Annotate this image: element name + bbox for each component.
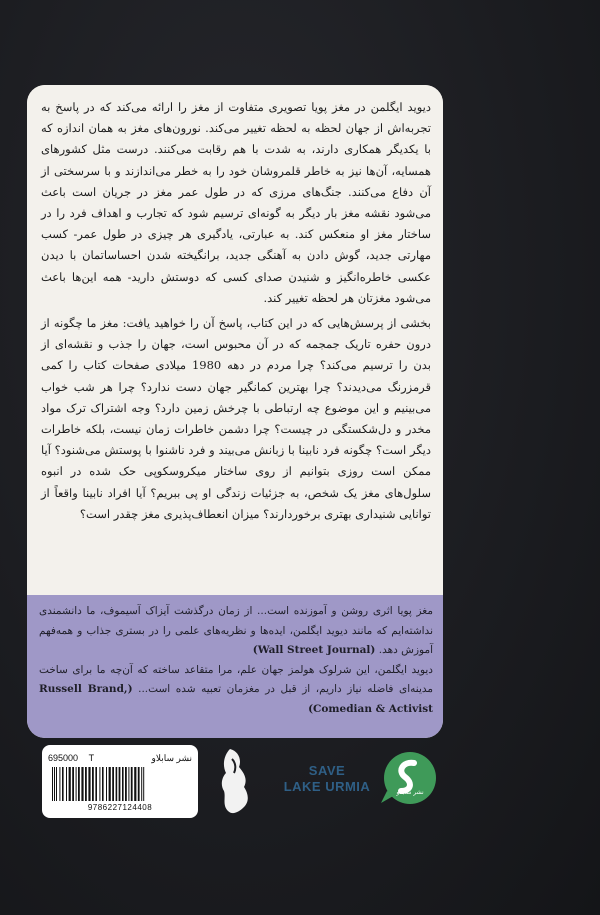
review-quotes — [39, 602, 433, 720]
review-quote-2 — [39, 661, 433, 720]
isbn-number: 9786227124408 — [87, 803, 153, 812]
review-quote-2-source: (Russell Brand, Comedian & Activist) — [39, 683, 433, 715]
review-quote-1-text: مغز پویا اثری روشن و آموزنده است... از زمان درگذشت آیزاک آسیموف، ما دانشمندی نداشته‌ایم که مانند دیوید ایگلمن، ایده‌ها و نظریه‌های علمی را در بستری جذاب و همه‌فهم آموزش دهد. — [39, 605, 433, 657]
barcode-label — [42, 745, 198, 818]
barcode-header — [48, 751, 192, 765]
campaign-line-2: LAKE URMIA — [283, 779, 371, 794]
barcode-bars — [50, 767, 190, 801]
price-currency: T — [88, 753, 95, 763]
publisher-logo-icon — [381, 749, 439, 815]
review-quote-1 — [39, 602, 433, 661]
description-paragraph-1: دیوید ایگلمن در مغز پویا تصویری متفاوت از مغز را ارائه می‌کند که در پاسخ به تجربه‌اش از جهان لحظه به لحظه تغییر می‌کند. نورون‌های مغز به همان اندازه که با یکدیگر همکاری دارند، به شدت با هم رقابت می‌کنند. درست مثل کشورهای همسایه، آن‌ها نیز به خاطر قلمروشان خود را به خطر می‌اندازند و با سرسختی از آن دفاع می‌کنند. جنگ‌های مرزی که در طول عمر مغز در جریان است باعث می‌شود نقشه مغز بار دیگر به گونه‌ای ترسیم شود که تجارب و اهداف فرد را در ساختار مغز او منعکس کند. به عبارتی، یادگیری هر چیزی در طول عمر- کسب مهارتی جدید، گوش دادن به آهنگی جدید، برانگیخته شدن احساساتمان با دیدن عکسی خاطره‌انگیز و شنیدن صدای کسی که دوستش دارید- همه این‌ها باعث می‌شود مغزتان هر لحظه تغییر کند. — [41, 100, 431, 305]
publisher-logo-name: نشر سابلاو — [396, 789, 424, 796]
description-paragraph-2: بخشی از پرسش‌هایی که در این کتاب، پاسخ آن را خواهید یافت: مغز ما چگونه از درون حفره تاریک جمجمه که در آن محبوس است، جهان را جذب و نقشه‌ای از بدن را ترسیم می‌کند؟ چرا مردم در دهه 1980 میلادی صفحات کتاب را کمی قرمزرنگ می‌دیدند؟ چرا بهترین کمانگیر جهان دست ندارد؟ چرا هر شب خواب می‌بینیم و این موضوع چه ارتباطی با چرخش زمین دارد؟ وجه اشتراک ترک مواد مخدر و دل‌شکستگی در چیست؟ چرا دشمن خاطرات زمان نیست، بلکه خاطرات دیگر است؟ چگونه فرد نابینا با زبانش می‌بیند و فرد ناشنوا با پوستش می‌شنود؟ آیا ممکن است روزی بتوانیم از روی ساختار میکروسکوپی حک شده در انبوه سلول‌های مغز یک شخص، به جزئیات زندگی او پی ببریم؟ آیا افراد نابینا واقعاً از توانایی شنیداری بهتری برخوردارند؟ میزان انعطاف‌پذیری مغز چقدر است؟ — [41, 316, 431, 521]
price-value: 695000 — [48, 753, 79, 763]
book-description — [41, 97, 431, 525]
barcode-publisher: نشر سابلاو — [151, 752, 192, 763]
price-group — [48, 753, 94, 763]
publisher-logo — [381, 749, 439, 815]
review-quote-2-text: دیوید ایگلمن، این شرلوک هولمز جهان علم، مرا متقاعد ساخته که آن‌چه ما برای ساخت مدینه‌ای فاضله نیاز داریم، از قبل در مغزمان تعبیه شده است... — [39, 663, 434, 696]
save-lake-urmia-text — [272, 763, 382, 795]
review-quote-1-source: (Wall Street Journal) — [252, 644, 376, 657]
lake-urmia-map-icon — [208, 745, 268, 817]
campaign-line-1: SAVE — [308, 763, 346, 778]
